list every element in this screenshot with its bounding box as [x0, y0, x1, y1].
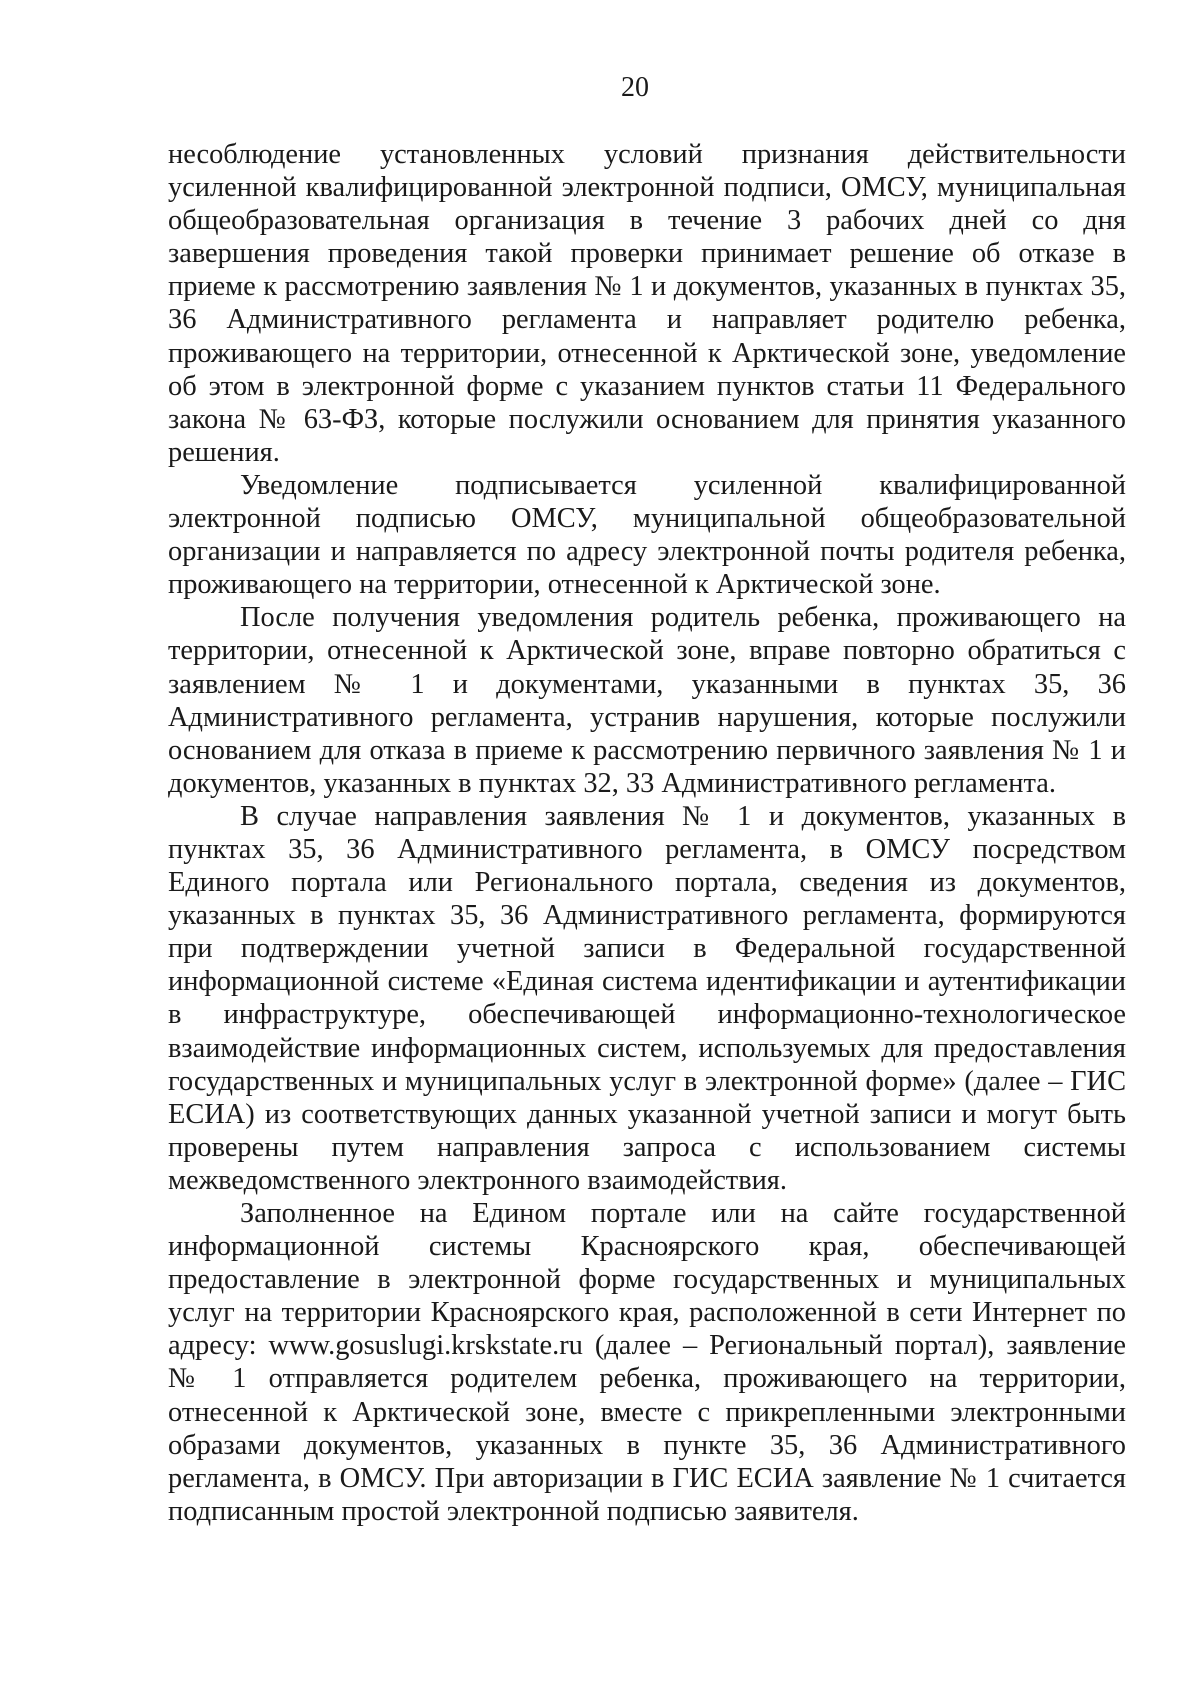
paragraph-esia-data: В случае направления заявления № 1 и документов, указанных в пунктах 35, 36 Административного регламента, в ОМСУ посредством Единого портала или Регионального портала, сведения из документов, указанных в пунктах 35, 36 Административного регламента, формируются при подтверждении учетной записи в Федеральной государственной информационной системе «Единая система идентификации и аутентификации в инфраструктуре, обеспечивающей информационно-технологическое взаимодействие информационных систем, используемых для предоставления государственных и муниципальных услуг в электронной форме» (далее – ГИС ЕСИА) из соответствующих данных указанной учетной записи и могут быть проверены путем направления запроса с использованием системы межведомственного электронного взаимодействия.	[168, 800, 1126, 1196]
paragraph-repeat-application: После получения уведомления родитель ребенка, проживающего на территории, отнесенной к Арктической зоне, вправе повторно обратиться с заявлением № 1 и документами, указанными в пунктах 35, 36 Административного регламента, устранив нарушения, которые послужили основанием для отказа в приеме к рассмотрению первичного заявления № 1 и документов, указанных в пунктах 32, 33 Административного регламента.	[168, 602, 1126, 799]
paragraph-notification-signature: Уведомление подписывается усиленной квалифицированной электронной подписью ОМСУ, муниципальной общеобразовательной организации и направляется по адресу электронной почты родителя ребенка, проживающего на территории, отнесенной к Арктической зоне.	[168, 469, 1126, 601]
document-body	[168, 138, 1126, 1528]
page-number: 20	[621, 72, 649, 103]
paragraph-continuation: несоблюдение установленных условий признания действительности усиленной квалифицированной электронной подписи, ОМСУ, муниципальная общеобразовательная организация в течение 3 рабочих дней со дня завершения проведения такой проверки принимает решение об отказе в приеме к рассмотрению заявления № 1 и документов, указанных в пунктах 35, 36 Административного регламента и направляет родителю ребенка, проживающего на территории, отнесенной к Арктической зоне, уведомление об этом в электронной форме с указанием пунктов статьи 11 Федерального закона № 63-ФЗ, которые послужили основанием для принятия указанного решения.	[168, 139, 1126, 468]
paragraph-regional-portal: Заполненное на Едином портале или на сайте государственной информационной системы Красноярского края, обеспечивающей предоставление в электронной форме государственных и муниципальных услуг на территории Красноярского края, расположенной в сети Интернет по адресу: www.gosuslugi.krskstate.ru (далее – Региональный портал), заявление № 1 отправляется родителем ребенка, проживающего на территории, отнесенной к Арктической зоне, вместе с прикрепленными электронными образами документов, указанных в пункте 35, 36 Административного регламента, в ОМСУ. При авторизации в ГИС ЕСИА заявление № 1 считается подписанным простой электронной подписью заявителя.	[168, 1198, 1126, 1527]
